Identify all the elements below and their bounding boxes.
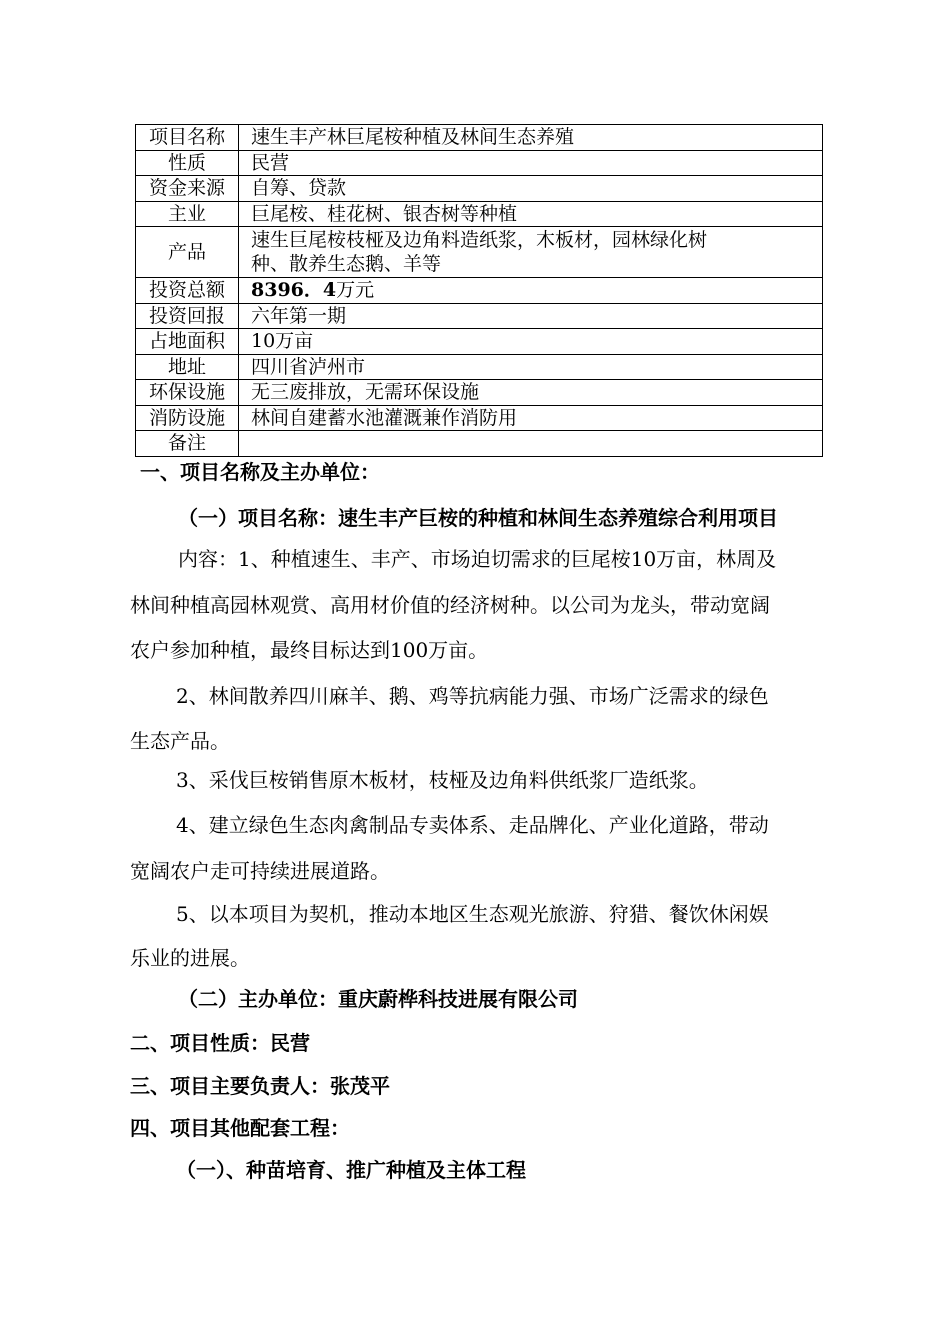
section-heading-4: 四、项目其他配套工程：: [130, 1116, 350, 1140]
paragraph-line: 生态产品。: [130, 729, 230, 753]
section-heading-1: 一、项目名称及主办单位：: [140, 460, 380, 484]
table-row: [136, 354, 823, 380]
subsection-project-name: （一）项目名称：速生丰产巨桉的种植和林间生态养殖综合利用项目: [178, 506, 778, 530]
row-value: [239, 227, 823, 278]
row-value-line: 速生巨尾桉枝桠及边角料造纸浆，木板材，园林绿化树: [251, 229, 708, 251]
row-key: 地址: [136, 354, 239, 380]
row-key: 性质: [136, 150, 239, 176]
row-value-line: 种、散养生态鹅、羊等: [251, 253, 442, 275]
row-value: [239, 431, 823, 457]
table-row: [136, 150, 823, 176]
section-heading-2: 二、项目性质：民营: [130, 1031, 310, 1055]
row-value: 无三废排放，无需环保设施: [239, 380, 823, 406]
row-key: 消防设施: [136, 405, 239, 431]
row-value: [239, 278, 823, 304]
table-row: [136, 405, 823, 431]
row-key: 投资总额: [136, 278, 239, 304]
row-key: 产品: [136, 227, 239, 278]
paragraph-line: 宽阔农户走可持续进展道路。: [130, 859, 390, 883]
paragraph-line: 5、以本项目为契机，推动本地区生态观光旅游、狩猎、餐饮休闲娱: [176, 902, 769, 926]
section-heading-3: 三、项目主要负责人：张茂平: [130, 1074, 390, 1098]
row-value: 巨尾桉、桂花树、银杏树等种植: [239, 201, 823, 227]
investment-unit: 万元: [336, 279, 375, 302]
row-value: 自筹、贷款: [239, 176, 823, 202]
paragraph-line: 林间种植高园林观赏、高用材价值的经济树种。以公司为龙头，带动宽阔: [130, 593, 770, 617]
paragraph-line: 乐业的进展。: [130, 946, 250, 970]
row-key: 投资回报: [136, 303, 239, 329]
row-value: 速生丰产林巨尾桉种植及林间生态养殖: [239, 125, 823, 151]
table-row: [136, 329, 823, 355]
table-row: [136, 303, 823, 329]
paragraph-line: 内容：1、种植速生、丰产、市场迫切需求的巨尾桉10万亩，林周及: [178, 547, 777, 571]
table-row: [136, 176, 823, 202]
row-key: 占地面积: [136, 329, 239, 355]
table-row: [136, 201, 823, 227]
paragraph-line: 3、采伐巨桉销售原木板材，枝桠及边角料供纸浆厂造纸浆。: [176, 768, 709, 792]
investment-amount: 8396．4: [251, 279, 337, 302]
row-value: 四川省泸州市: [239, 354, 823, 380]
row-value: 林间自建蓄水池灌溉兼作消防用: [239, 405, 823, 431]
row-key: 备注: [136, 431, 239, 457]
table-row: [136, 380, 823, 406]
table-row: [136, 431, 823, 457]
row-value: 民营: [239, 150, 823, 176]
table-row: [136, 125, 823, 151]
row-key: 项目名称: [136, 125, 239, 151]
table-row: [136, 278, 823, 304]
table-row: [136, 227, 823, 278]
paragraph-line: 4、建立绿色生态肉禽制品专卖体系、走品牌化、产业化道路，带动: [176, 813, 769, 837]
row-key: 资金来源: [136, 176, 239, 202]
row-key: 环保设施: [136, 380, 239, 406]
row-value: 六年第一期: [239, 303, 823, 329]
row-value: 10万亩: [239, 329, 823, 355]
subsection-organizer: （二）主办单位：重庆蔚桦科技进展有限公司: [178, 987, 578, 1011]
row-key: 主业: [136, 201, 239, 227]
project-info-table: [135, 124, 823, 457]
paragraph-line: 农户参加种植，最终目标达到100万亩。: [130, 638, 489, 662]
paragraph-line: 2、林间散养四川麻羊、鹅、鸡等抗病能力强、市场广泛需求的绿色: [176, 684, 769, 708]
subsection-seedlings: （一）、种苗培育、推广种植及主体工程: [176, 1158, 526, 1182]
